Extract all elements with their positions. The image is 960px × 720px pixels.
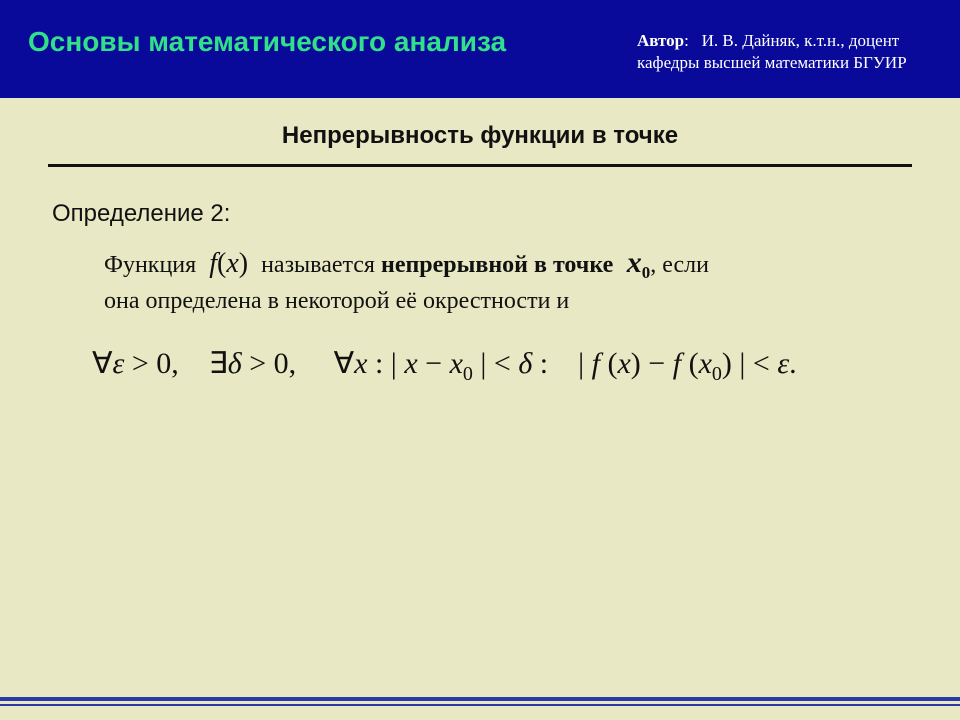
author-block	[637, 30, 907, 74]
author-label: Автор	[637, 31, 685, 50]
called-word: называется	[261, 252, 375, 278]
course-title: Основы математического анализа	[28, 26, 507, 57]
math-f-of-x: f(x)	[202, 248, 249, 279]
bottom-divider-thin	[0, 704, 960, 706]
slide-header	[0, 0, 960, 98]
author-line-2: кафедры высшей математики БГУИР	[637, 53, 907, 72]
function-word: Функция	[104, 252, 197, 278]
if-word: , если	[650, 252, 709, 278]
definition-line-1	[104, 246, 709, 283]
definition-label: Определение 2:	[52, 200, 231, 227]
bottom-divider-thick	[0, 697, 960, 701]
author-colon: :	[684, 31, 702, 50]
definition-line-2: она определена в некоторой её окрестности и	[104, 288, 570, 314]
math-x0: $x_0$	[619, 246, 651, 282]
continuity-formula: ∀ε > 0, ∃δ > 0, ∀x : | $x - x_0$ | < δ : | f (x) − f $(x_0)$ | < ε.	[92, 347, 797, 385]
author-line-1	[637, 30, 907, 52]
slide-title: Непрерывность функции в точке	[281, 122, 679, 149]
title-divider	[48, 164, 912, 167]
bold-phrase: непрерывной в точке	[380, 252, 614, 278]
author-name: И. В. Дайняк, к.т.н., доцент	[701, 31, 900, 50]
